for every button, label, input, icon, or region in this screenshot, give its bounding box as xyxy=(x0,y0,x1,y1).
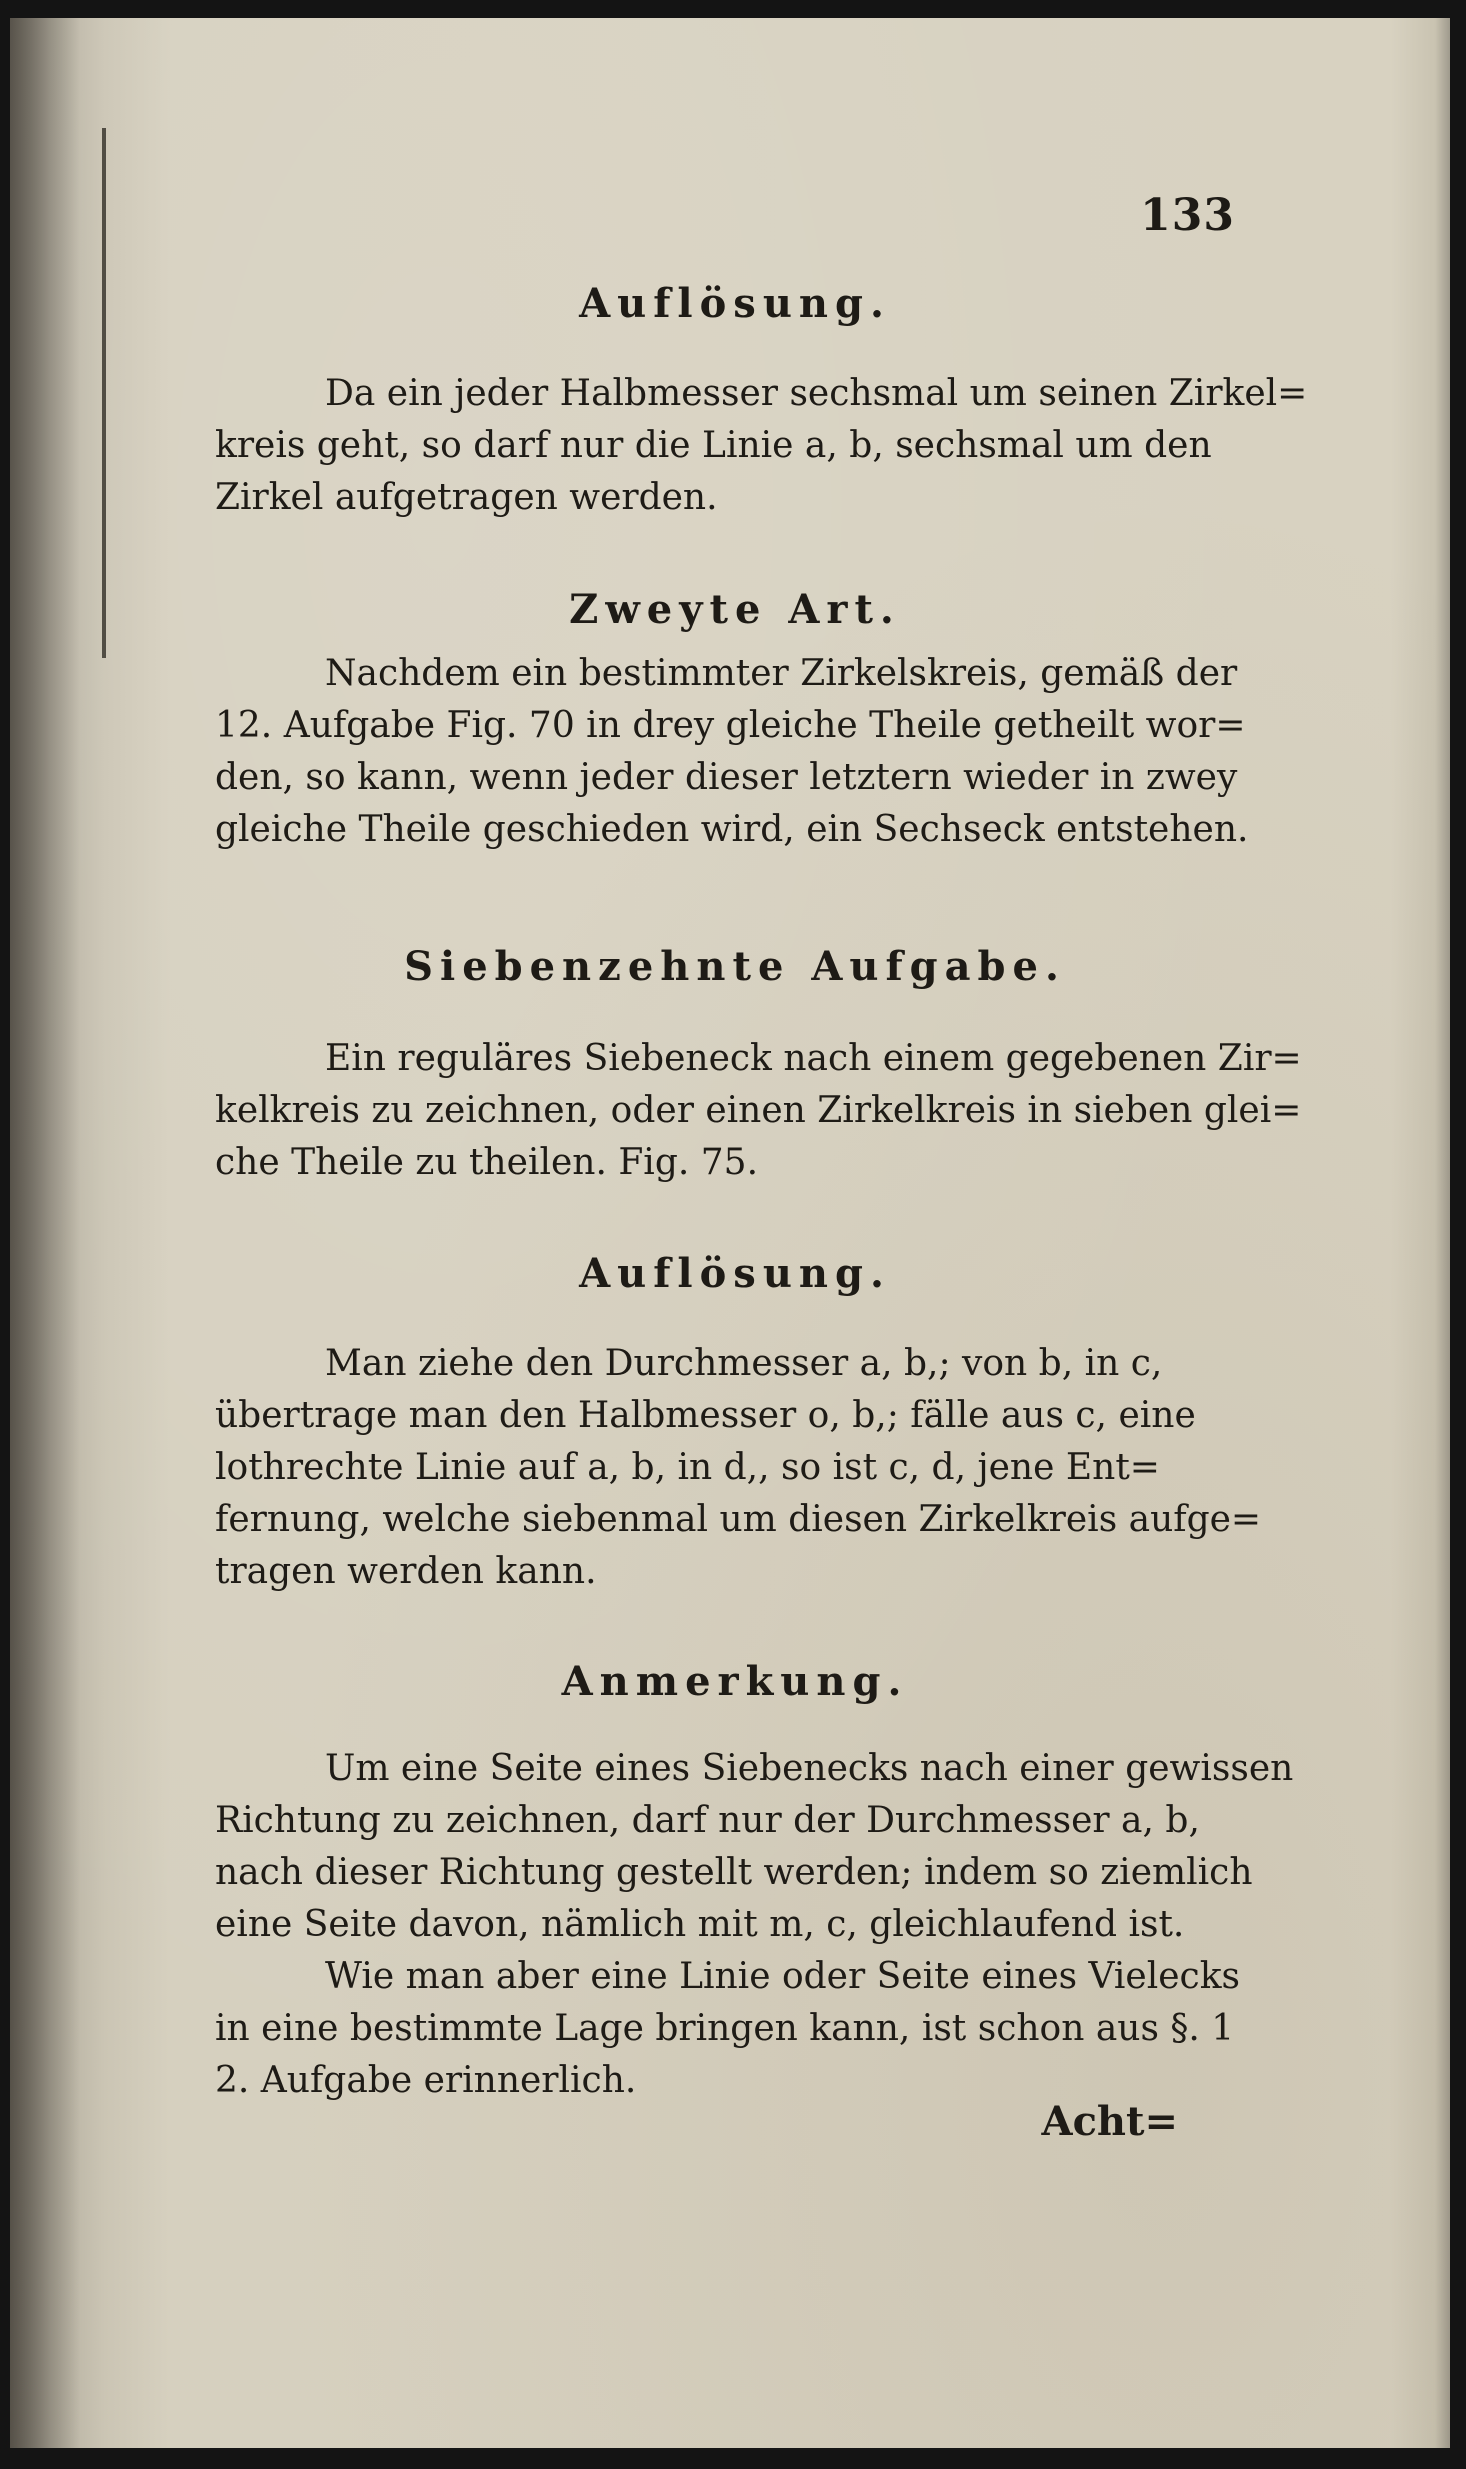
section-heading-siebenzehnte-aufgabe: Siebenzehnte Aufgabe. xyxy=(404,943,1066,990)
text-line: kreis geht, so darf nur die Linie a, b, sechsmal um den xyxy=(215,425,1212,466)
text-line: Da ein jeder Halbmesser sechsmal um seinen Zirkel= xyxy=(325,373,1308,414)
text-line: fernung, welche siebenmal um diesen Zirkelkreis aufge= xyxy=(215,1499,1262,1540)
text-line: Wie man aber eine Linie oder Seite eines Vielecks xyxy=(325,1956,1240,1997)
text-line: Ein reguläres Siebeneck nach einem gegebenen Zir= xyxy=(325,1038,1302,1079)
section-paragraph-1 xyxy=(215,368,1308,524)
text-line: Richtung zu zeichnen, darf nur der Durchmesser a, b, xyxy=(215,1800,1200,1841)
text-line: Nachdem ein bestimmter Zirkelskreis, gemäß der xyxy=(325,653,1238,694)
text-line: nach dieser Richtung gestellt werden; indem so ziemlich xyxy=(215,1852,1253,1893)
section-heading-zweyte-art: Zweyte Art. xyxy=(569,586,901,633)
text-line: 2. Aufgabe erinnerlich. xyxy=(215,2060,637,2101)
page-number: 133 xyxy=(1140,190,1235,241)
text-line: Zirkel aufgetragen werden. xyxy=(215,477,718,518)
text-line: den, so kann, wenn jeder dieser letztern wieder in zwey xyxy=(215,757,1238,798)
text-line: Um eine Seite eines Siebenecks nach einer gewissen xyxy=(325,1748,1294,1789)
section-heading-aufloesung-2: Auflösung. xyxy=(579,1250,891,1297)
catchword: Acht= xyxy=(1041,2098,1178,2145)
section-heading-aufloesung-1: Auflösung. xyxy=(579,280,891,327)
text-line: 12. Aufgabe Fig. 70 in drey gleiche Theile getheilt wor= xyxy=(215,705,1246,746)
section-paragraph-4 xyxy=(215,1338,1262,1598)
text-line: kelkreis zu zeichnen, oder einen Zirkelkreis in sieben glei= xyxy=(215,1090,1302,1131)
section-paragraph-3 xyxy=(215,1033,1302,1189)
binding-line xyxy=(102,128,106,658)
text-line: gleiche Theile geschieden wird, ein Sechseck entstehen. xyxy=(215,809,1249,850)
section-paragraph-5 xyxy=(215,1743,1294,2107)
text-line: in eine bestimmte Lage bringen kann, ist schon aus §. 1 xyxy=(215,2008,1235,2049)
text-line: lothrechte Linie auf a, b, in d,, so ist c, d, jene Ent= xyxy=(215,1447,1160,1488)
text-line: che Theile zu theilen. Fig. 75. xyxy=(215,1142,759,1183)
section-heading-anmerkung: Anmerkung. xyxy=(561,1658,909,1705)
text-line: Man ziehe den Durchmesser a, b,; von b, in c, xyxy=(325,1343,1163,1384)
text-line: übertrage man den Halbmesser o, b,; fälle aus c, eine xyxy=(215,1395,1196,1436)
gutter-shadow xyxy=(10,18,80,2448)
text-line: tragen werden kann. xyxy=(215,1551,597,1592)
text-line: eine Seite davon, nämlich mit m, c, gleichlaufend ist. xyxy=(215,1904,1185,1945)
section-paragraph-2 xyxy=(215,648,1250,856)
book-page xyxy=(10,18,1450,2448)
